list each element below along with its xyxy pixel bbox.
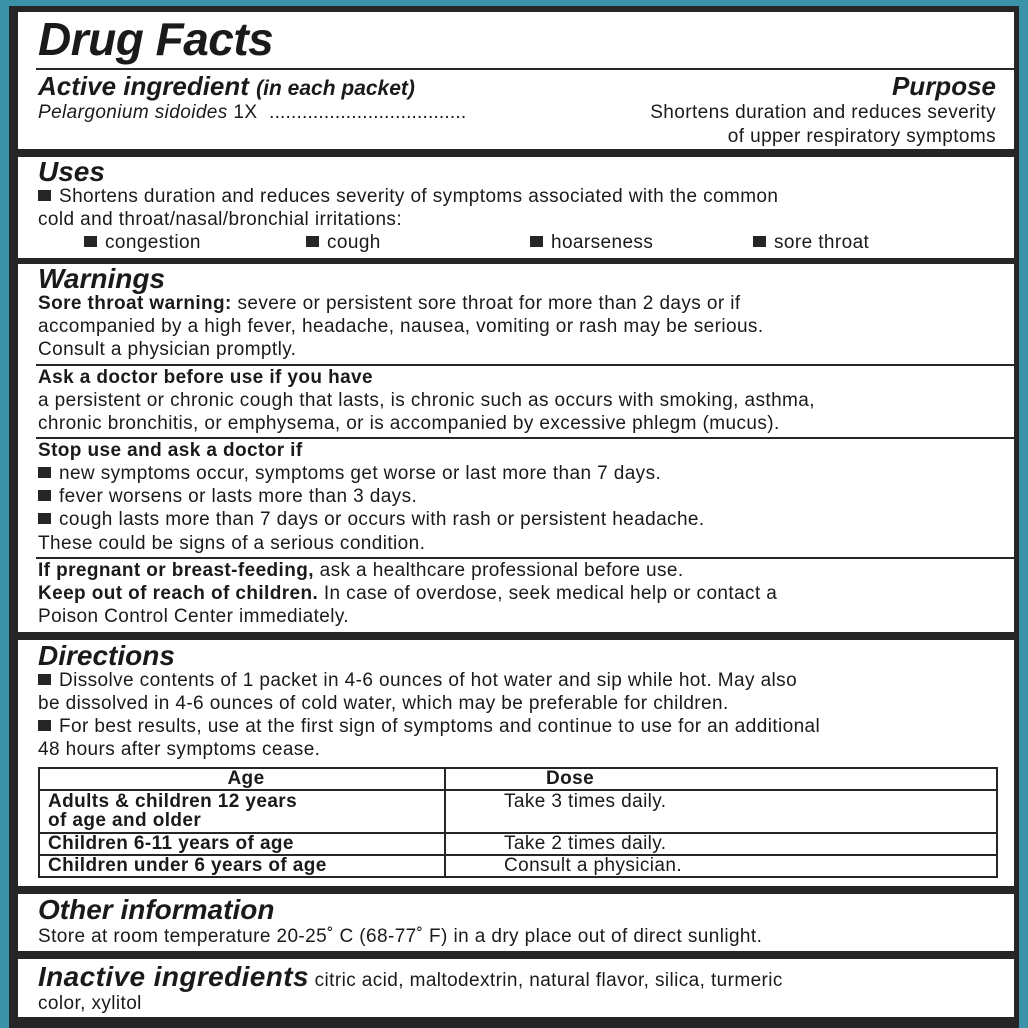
stop-item xyxy=(38,508,705,531)
inactive-ingredients-line-1 xyxy=(38,963,783,992)
uses-line-2: cold and throat/nasal/bronchial irritations: xyxy=(38,209,403,230)
active-ingredient-line xyxy=(38,101,466,124)
table-cell-age: Children 6-11 years of age xyxy=(39,833,445,855)
bullet-icon xyxy=(38,467,51,478)
page-title: Drug Facts xyxy=(38,13,274,65)
bullet-icon xyxy=(38,490,51,501)
age-line: of age and older xyxy=(48,810,202,831)
other-information-text: Store at room temperature 20-25˚ C (68-77˚ F) in a dry place out of direct sunlight. xyxy=(38,926,763,947)
inactive-ingredients-line-2: color, xylitol xyxy=(38,993,142,1014)
ingredient-strength: 1X xyxy=(233,102,258,123)
bullet-icon xyxy=(84,236,97,247)
other-information-heading: Other information xyxy=(38,894,275,925)
keep-out-label: Keep out of reach of children. xyxy=(38,583,319,604)
directions-text: Dissolve contents of 1 packet in 4-6 ounces of hot water and sip while hot. May also xyxy=(59,670,798,691)
bullet-icon xyxy=(306,236,319,247)
pregnant-line xyxy=(38,559,684,582)
bullet-icon xyxy=(38,190,51,201)
inactive-ingredients-heading: Inactive ingredients xyxy=(38,961,309,992)
uses-line-1-text: Shortens duration and reduces severity of symptoms associated with the common xyxy=(59,186,779,207)
table-row xyxy=(39,790,997,833)
symptom-label: sore throat xyxy=(774,232,870,253)
active-ingredient-note: (in each packet) xyxy=(256,77,415,100)
table-header-age: Age xyxy=(39,768,445,790)
inactive-ingredients-text: citric acid, maltodextrin, natural flavor, silica, turmeric xyxy=(314,970,783,991)
directions-line-1 xyxy=(38,669,797,692)
purpose-line-1: Shortens duration and reduces severity xyxy=(650,102,996,123)
uses-section xyxy=(18,157,1014,258)
sore-throat-text: severe or persistent sore throat for more than 2 days or if xyxy=(237,293,741,314)
table-cell-dose: Consult a physician. xyxy=(445,855,997,877)
sore-throat-line-1 xyxy=(38,292,741,315)
sore-throat-line-2: accompanied by a high fever, headache, nausea, vomiting or rash may be serious. xyxy=(38,316,764,337)
table-row xyxy=(39,833,997,855)
symptom-label: congestion xyxy=(105,232,201,253)
ingredient-name: Pelargonium sidoides xyxy=(38,102,228,123)
table-cell-age xyxy=(39,790,445,833)
symptom-congestion xyxy=(84,231,201,254)
purpose-line-2: of upper respiratory symptoms xyxy=(727,126,996,147)
ask-doctor-heading: Ask a doctor before use if you have xyxy=(38,367,373,388)
active-ingredient-title: Active ingredient xyxy=(38,71,249,101)
directions-line-3 xyxy=(38,715,820,738)
table-cell-dose: Take 3 times daily. xyxy=(445,790,997,833)
table-cell-age: Children under 6 years of age xyxy=(39,855,445,877)
directions-heading: Directions xyxy=(38,640,175,671)
stop-use-heading: Stop use and ask a doctor if xyxy=(38,440,303,461)
uses-heading: Uses xyxy=(38,156,105,187)
stop-item-text: fever worsens or lasts more than 3 days. xyxy=(59,486,418,507)
stop-note: These could be signs of a serious condition. xyxy=(38,533,426,554)
dosage-table xyxy=(38,767,998,878)
stop-item xyxy=(38,462,661,485)
directions-section xyxy=(18,640,1014,886)
keep-out-line xyxy=(38,582,777,605)
symptom-cough xyxy=(306,231,381,254)
table-cell-dose: Take 2 times daily. xyxy=(445,833,997,855)
keep-out-text: In case of overdose, seek medical help or contact a xyxy=(323,583,778,604)
table-header-row xyxy=(39,768,997,790)
bullet-icon xyxy=(38,720,51,731)
bullet-icon xyxy=(530,236,543,247)
bullet-icon xyxy=(38,513,51,524)
pregnant-text: ask a healthcare professional before use. xyxy=(319,560,684,581)
stop-item-text: cough lasts more than 7 days or occurs with rash or persistent headache. xyxy=(59,509,705,530)
symptom-label: cough xyxy=(327,232,381,253)
uses-line-1 xyxy=(38,185,778,208)
bullet-icon xyxy=(38,674,51,685)
title-rule xyxy=(36,68,1014,70)
stop-item xyxy=(38,485,417,508)
age-line: Adults & children 12 years xyxy=(48,791,298,812)
other-information-section xyxy=(18,894,1014,951)
ask-doctor-line-2: chronic bronchitis, or emphysema, or is accompanied by excessive phlegm (mucus). xyxy=(38,413,780,434)
symptom-sore-throat xyxy=(753,231,869,254)
directions-line-2: be dissolved in 4-6 ounces of cold water, which may be preferable for children. xyxy=(38,693,729,714)
symptom-label: hoarseness xyxy=(551,232,654,253)
ask-doctor-line-1: a persistent or chronic cough that lasts, is chronic such as occurs with smoking, asthma, xyxy=(38,390,815,411)
table-row xyxy=(39,855,997,877)
bullet-icon xyxy=(753,236,766,247)
table-header-dose: Dose xyxy=(445,768,997,790)
active-ingredient-heading xyxy=(38,72,415,103)
leader-dots: .................................... xyxy=(269,102,467,123)
sore-throat-line-3: Consult a physician promptly. xyxy=(38,339,297,360)
directions-text: For best results, use at the first sign of symptoms and continue to use for an additional xyxy=(59,716,821,737)
sore-throat-label: Sore throat warning: xyxy=(38,293,232,314)
stop-item-text: new symptoms occur, symptoms get worse or last more than 7 days. xyxy=(59,463,662,484)
warnings-section xyxy=(18,264,1014,632)
pregnant-label: If pregnant or breast-feeding, xyxy=(38,560,314,581)
symptom-hoarseness xyxy=(530,231,653,254)
warnings-heading: Warnings xyxy=(38,263,166,294)
directions-line-4: 48 hours after symptoms cease. xyxy=(38,739,321,760)
active-ingredient-section xyxy=(18,12,1014,149)
purpose-heading: Purpose xyxy=(891,71,996,101)
inactive-ingredients-section xyxy=(18,959,1014,1017)
keep-out-line-2: Poison Control Center immediately. xyxy=(38,606,350,627)
